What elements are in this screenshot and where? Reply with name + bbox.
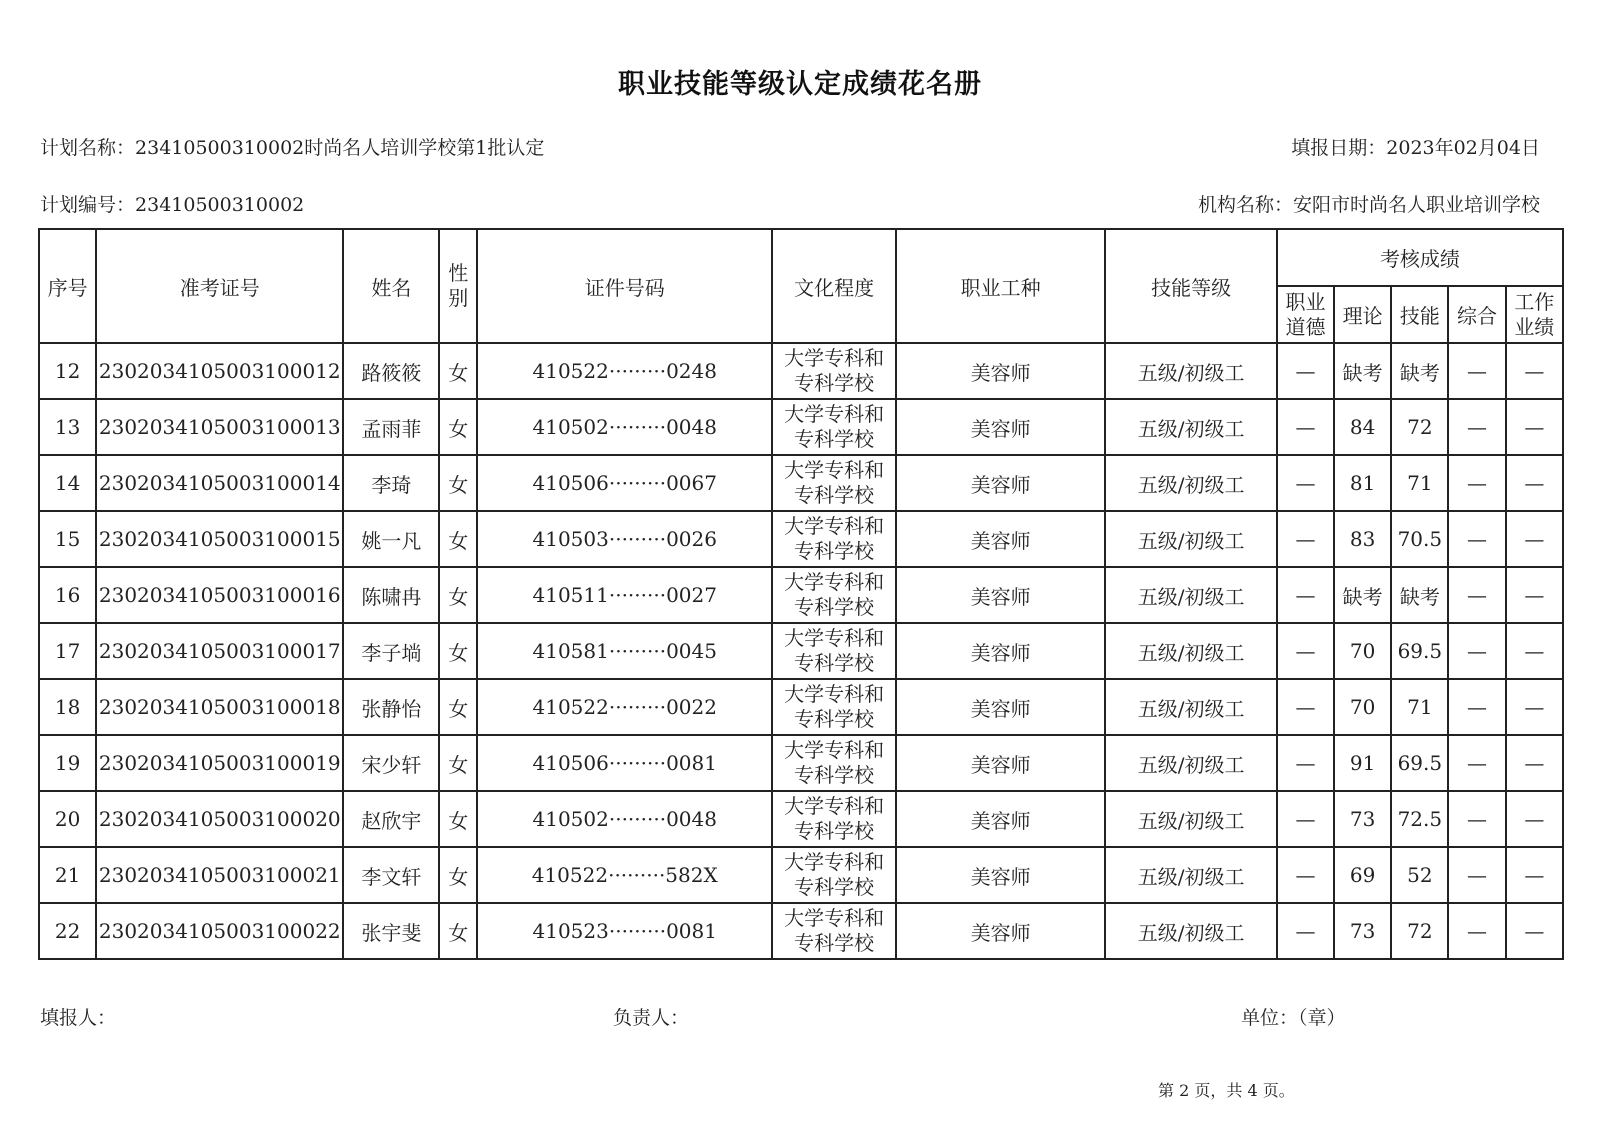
table-row [39, 567, 1563, 623]
report-date [1291, 133, 1540, 160]
cell-education [772, 903, 896, 959]
cell-theory: 83 [1334, 511, 1391, 567]
cell-id-no: 410506·········0081 [477, 735, 772, 791]
col-skill: 技能 [1391, 286, 1448, 343]
cell-skill-level: 五级/初级工 [1105, 903, 1277, 959]
cell-overall: — [1448, 679, 1505, 735]
cell-seq: 14 [39, 455, 96, 511]
cell-work: — [1506, 455, 1563, 511]
cell-name: 李子埫 [343, 623, 439, 679]
cell-exam-no: 2302034105003100020 [96, 791, 343, 847]
cell-id-no: 410523·········0081 [477, 903, 772, 959]
cell-overall: — [1448, 847, 1505, 903]
cell-occupation: 美容师 [896, 623, 1105, 679]
cell-theory: 70 [1334, 623, 1391, 679]
cell-education-line2: 专科学校 [794, 931, 875, 955]
cell-theory: 73 [1334, 791, 1391, 847]
cell-gender: 女 [439, 623, 477, 679]
cell-occupation: 美容师 [896, 343, 1105, 399]
cell-gender: 女 [439, 343, 477, 399]
cell-ethics: — [1277, 791, 1334, 847]
cell-occupation: 美容师 [896, 847, 1105, 903]
cell-occupation: 美容师 [896, 399, 1105, 455]
cell-seq: 19 [39, 735, 96, 791]
cell-ethics: — [1277, 511, 1334, 567]
cell-education-line2: 专科学校 [794, 483, 875, 507]
cell-occupation: 美容师 [896, 903, 1105, 959]
cell-skill-level: 五级/初级工 [1105, 399, 1277, 455]
cell-seq: 17 [39, 623, 96, 679]
cell-ethics: — [1277, 343, 1334, 399]
cell-ethics: — [1277, 735, 1334, 791]
col-gender-line1: 性 [448, 261, 469, 285]
cell-overall: — [1448, 399, 1505, 455]
cell-education [772, 679, 896, 735]
cell-theory: 91 [1334, 735, 1391, 791]
table-row [39, 623, 1563, 679]
cell-name: 孟雨菲 [343, 399, 439, 455]
cell-education-line2: 专科学校 [794, 371, 875, 395]
cell-work: — [1506, 903, 1563, 959]
cell-seq: 13 [39, 399, 96, 455]
cell-name: 张宇斐 [343, 903, 439, 959]
header-row [39, 229, 1563, 286]
col-seq: 序号 [39, 229, 96, 343]
cell-education-line2: 专科学校 [794, 427, 875, 451]
cell-education-line2: 专科学校 [794, 595, 875, 619]
cell-theory: 70 [1334, 679, 1391, 735]
cell-ethics: — [1277, 567, 1334, 623]
cell-seq: 18 [39, 679, 96, 735]
cell-education [772, 567, 896, 623]
cell-seq: 16 [39, 567, 96, 623]
cell-occupation: 美容师 [896, 735, 1105, 791]
cell-skill: 72 [1391, 399, 1448, 455]
cell-skill: 52 [1391, 847, 1448, 903]
cell-occupation: 美容师 [896, 679, 1105, 735]
cell-occupation: 美容师 [896, 567, 1105, 623]
cell-education-line1: 大学专科和 [784, 514, 885, 538]
col-overall: 综合 [1448, 286, 1505, 343]
cell-education [772, 791, 896, 847]
cell-occupation: 美容师 [896, 511, 1105, 567]
cell-seq: 15 [39, 511, 96, 567]
plan-number-value: 23410500310002 [135, 194, 305, 216]
cell-skill-level: 五级/初级工 [1105, 791, 1277, 847]
cell-name: 宋少轩 [343, 735, 439, 791]
cell-overall: — [1448, 455, 1505, 511]
cell-education-line2: 专科学校 [794, 819, 875, 843]
cell-overall: — [1448, 791, 1505, 847]
cell-id-no: 410522·········582X [477, 847, 772, 903]
cell-gender: 女 [439, 679, 477, 735]
leader-label: 负责人： [613, 1007, 690, 1029]
cell-work: — [1506, 399, 1563, 455]
cell-education-line2: 专科学校 [794, 651, 875, 675]
cell-exam-no: 2302034105003100013 [96, 399, 343, 455]
cell-education [772, 511, 896, 567]
cell-seq: 22 [39, 903, 96, 959]
col-ethics [1277, 286, 1334, 343]
col-gender [439, 229, 477, 343]
cell-ethics: — [1277, 455, 1334, 511]
col-work [1506, 286, 1563, 343]
cell-skill: 69.5 [1391, 623, 1448, 679]
col-theory: 理论 [1334, 286, 1391, 343]
roster-body [39, 343, 1563, 959]
cell-education [772, 343, 896, 399]
col-gender-line2: 别 [448, 286, 469, 310]
cell-ethics: — [1277, 847, 1334, 903]
cell-skill-level: 五级/初级工 [1105, 623, 1277, 679]
cell-education [772, 399, 896, 455]
cell-theory: 81 [1334, 455, 1391, 511]
cell-exam-no: 2302034105003100015 [96, 511, 343, 567]
cell-name: 李文轩 [343, 847, 439, 903]
plan-name [40, 133, 544, 160]
col-occupation: 职业工种 [896, 229, 1105, 343]
cell-education-line1: 大学专科和 [784, 682, 885, 706]
cell-theory: 69 [1334, 847, 1391, 903]
cell-ethics: — [1277, 679, 1334, 735]
table-row [39, 343, 1563, 399]
table-row [39, 903, 1563, 959]
filler-label: 填报人： [40, 1007, 117, 1029]
plan-name-label: 计划名称： [40, 137, 136, 159]
cell-work: — [1506, 511, 1563, 567]
cell-id-no: 410511·········0027 [477, 567, 772, 623]
cell-education-line2: 专科学校 [794, 763, 875, 787]
cell-education-line1: 大学专科和 [784, 458, 885, 482]
cell-education-line1: 大学专科和 [784, 906, 885, 930]
cell-skill: 72 [1391, 903, 1448, 959]
cell-id-no: 410502·········0048 [477, 791, 772, 847]
cell-id-no: 410502·········0048 [477, 399, 772, 455]
cell-ethics: — [1277, 623, 1334, 679]
cell-gender: 女 [439, 567, 477, 623]
col-work-line2: 业绩 [1514, 314, 1555, 339]
cell-exam-no: 2302034105003100017 [96, 623, 343, 679]
cell-overall: — [1448, 567, 1505, 623]
cell-work: — [1506, 623, 1563, 679]
report-date-label: 填报日期： [1291, 137, 1387, 159]
cell-education [772, 847, 896, 903]
col-exam-no: 准考证号 [96, 229, 343, 343]
cell-seq: 12 [39, 343, 96, 399]
cell-skill: 70.5 [1391, 511, 1448, 567]
col-id-no: 证件号码 [477, 229, 772, 343]
cell-name: 路筱筱 [343, 343, 439, 399]
cell-id-no: 410522·········0248 [477, 343, 772, 399]
cell-education [772, 455, 896, 511]
cell-seq: 21 [39, 847, 96, 903]
table-row [39, 847, 1563, 903]
cell-education-line1: 大学专科和 [784, 850, 885, 874]
cell-skill: 缺考 [1391, 567, 1448, 623]
cell-skill: 69.5 [1391, 735, 1448, 791]
cell-name: 陈啸冉 [343, 567, 439, 623]
table-row [39, 735, 1563, 791]
cell-exam-no: 2302034105003100014 [96, 455, 343, 511]
cell-id-no: 410522·········0022 [477, 679, 772, 735]
cell-skill: 72.5 [1391, 791, 1448, 847]
cell-skill-level: 五级/初级工 [1105, 511, 1277, 567]
table-row [39, 679, 1563, 735]
col-work-line1: 工作 [1514, 289, 1555, 314]
cell-ethics: — [1277, 399, 1334, 455]
cell-skill: 缺考 [1391, 343, 1448, 399]
cell-gender: 女 [439, 847, 477, 903]
cell-gender: 女 [439, 903, 477, 959]
org-name [1198, 190, 1540, 217]
cell-name: 张静怡 [343, 679, 439, 735]
cell-work: — [1506, 791, 1563, 847]
cell-theory: 73 [1334, 903, 1391, 959]
cell-work: — [1506, 735, 1563, 791]
cell-gender: 女 [439, 511, 477, 567]
cell-skill-level: 五级/初级工 [1105, 735, 1277, 791]
cell-exam-no: 2302034105003100018 [96, 679, 343, 735]
cell-name: 赵欣宇 [343, 791, 439, 847]
cell-work: — [1506, 679, 1563, 735]
table-row [39, 399, 1563, 455]
col-name: 姓名 [343, 229, 439, 343]
report-date-value: 2023年02月04日 [1386, 137, 1540, 159]
cell-education-line1: 大学专科和 [784, 794, 885, 818]
cell-exam-no: 2302034105003100012 [96, 343, 343, 399]
page-title: 职业技能等级认定成绩花名册 [618, 69, 982, 100]
table-row [39, 511, 1563, 567]
table-row [39, 455, 1563, 511]
cell-work: — [1506, 567, 1563, 623]
plan-number-label: 计划编号： [40, 194, 136, 216]
cell-overall: — [1448, 623, 1505, 679]
score-roster-table [38, 228, 1564, 960]
cell-id-no: 410506·········0067 [477, 455, 772, 511]
cell-ethics: — [1277, 903, 1334, 959]
col-ethics-line1: 职业 [1285, 289, 1326, 314]
cell-education-line2: 专科学校 [794, 707, 875, 731]
cell-gender: 女 [439, 455, 477, 511]
cell-theory: 缺考 [1334, 567, 1391, 623]
plan-number [40, 190, 304, 217]
unit-seal-label: 单位：（章） [1241, 1007, 1346, 1029]
cell-skill-level: 五级/初级工 [1105, 679, 1277, 735]
cell-exam-no: 2302034105003100022 [96, 903, 343, 959]
org-name-label: 机构名称： [1197, 194, 1293, 216]
cell-seq: 20 [39, 791, 96, 847]
cell-skill: 71 [1391, 455, 1448, 511]
col-skill-level: 技能等级 [1105, 229, 1277, 343]
col-ethics-line2: 道德 [1285, 314, 1326, 339]
cell-education [772, 623, 896, 679]
cell-skill: 71 [1391, 679, 1448, 735]
col-scores-group: 考核成绩 [1277, 229, 1563, 286]
cell-skill-level: 五级/初级工 [1105, 343, 1277, 399]
page-number: 第 2 页，共 4 页。 [1158, 1081, 1295, 1100]
cell-education-line1: 大学专科和 [784, 570, 885, 594]
cell-exam-no: 2302034105003100019 [96, 735, 343, 791]
cell-skill-level: 五级/初级工 [1105, 567, 1277, 623]
cell-exam-no: 2302034105003100016 [96, 567, 343, 623]
cell-education-line1: 大学专科和 [784, 346, 885, 370]
cell-skill-level: 五级/初级工 [1105, 847, 1277, 903]
cell-education-line2: 专科学校 [794, 875, 875, 899]
cell-education [772, 735, 896, 791]
cell-theory: 缺考 [1334, 343, 1391, 399]
cell-skill-level: 五级/初级工 [1105, 455, 1277, 511]
cell-name: 姚一凡 [343, 511, 439, 567]
cell-overall: — [1448, 735, 1505, 791]
cell-name: 李琦 [343, 455, 439, 511]
cell-gender: 女 [439, 791, 477, 847]
cell-work: — [1506, 847, 1563, 903]
plan-name-value: 23410500310002时尚名人培训学校第1批认定 [135, 137, 545, 159]
col-education: 文化程度 [772, 229, 896, 343]
cell-overall: — [1448, 343, 1505, 399]
cell-work: — [1506, 343, 1563, 399]
cell-education-line2: 专科学校 [794, 539, 875, 563]
cell-overall: — [1448, 511, 1505, 567]
cell-education-line1: 大学专科和 [784, 402, 885, 426]
cell-id-no: 410503·········0026 [477, 511, 772, 567]
cell-education-line1: 大学专科和 [784, 738, 885, 762]
cell-occupation: 美容师 [896, 791, 1105, 847]
org-name-value: 安阳市时尚名人职业培训学校 [1292, 194, 1540, 216]
cell-exam-no: 2302034105003100021 [96, 847, 343, 903]
cell-id-no: 410581·········0045 [477, 623, 772, 679]
cell-gender: 女 [439, 399, 477, 455]
table-row [39, 791, 1563, 847]
cell-occupation: 美容师 [896, 455, 1105, 511]
cell-overall: — [1448, 903, 1505, 959]
cell-theory: 84 [1334, 399, 1391, 455]
cell-gender: 女 [439, 735, 477, 791]
cell-education-line1: 大学专科和 [784, 626, 885, 650]
